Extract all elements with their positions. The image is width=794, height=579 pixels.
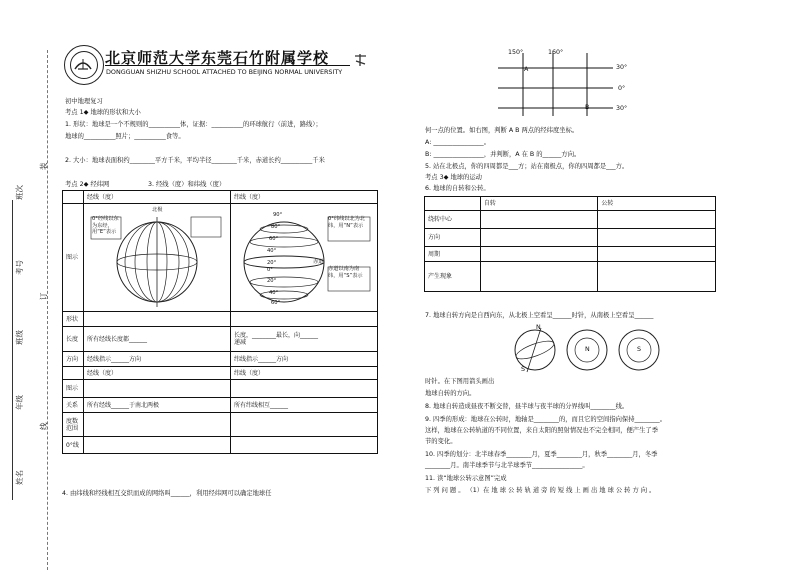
lat-label-80: 80°: [271, 224, 281, 230]
seal-char-2: 订: [39, 292, 48, 300]
q1-line-a: 1. 形状：地球是一个不规则的__________体，证据：__________的环球航行（前进，路线）；: [65, 121, 322, 128]
lat-length-a: 长度，________最长，向______: [234, 332, 319, 339]
lat-label-s40: 40°: [269, 290, 279, 296]
table-corner: [63, 191, 84, 204]
q6: 6. 地球的自转和公转。: [425, 185, 490, 192]
point2-heading: 考点 2◆ 经纬网: [65, 181, 110, 188]
row-label-shape: 形状: [63, 312, 84, 327]
lat-label-90: 90°: [273, 212, 283, 218]
table-corner-2: [63, 367, 84, 380]
row-label-range: 度数范围: [63, 413, 84, 437]
motion-corner: [425, 197, 481, 211]
point1-heading: 考点 1◆ 地球的形状和大小: [65, 109, 141, 116]
earth-rotation-diagrams: [505, 322, 675, 374]
lat-range-cell: [231, 413, 378, 437]
north-pole-label: 北极: [152, 207, 163, 213]
globe-n-label: N: [536, 324, 541, 331]
lat-label-s20: 20°: [267, 278, 277, 284]
header-lon: 经线（度）: [84, 191, 231, 204]
school-name-en: DONGGUAN SHIZHU SCHOOL ATTACHED TO BEIJING NORMAL UNIVERSITY: [106, 68, 343, 76]
header-lat: 纬线（度）: [231, 191, 378, 204]
lon-shape-cell: [84, 312, 231, 327]
q4-b: B: ________________，并判断，A 在 B 的______方向。: [425, 151, 581, 158]
doc-title: 初中地理复习: [65, 98, 103, 105]
lon-direction-cell: 经线指示______方向: [84, 352, 231, 367]
globe-s-label: S: [521, 366, 525, 373]
lon-zero-cell: [84, 437, 231, 454]
q8: 8. 地球自转造成昼夜不断交替，昼半球与夜半球的分界线叫________线。: [425, 403, 629, 410]
grade-label: 年级: [15, 395, 24, 410]
q9-a: 9. 四季的形成：地球在公转时，地轴是________的，而且它的空间指向保持________。: [425, 416, 666, 423]
point3-heading: 考点 3◆ 地球的运动: [425, 174, 482, 181]
q10-a: 10. 四季的划分：北半球春季________月，夏季________月，秋季________月，冬季: [425, 451, 658, 458]
motion-r-period: 周期: [425, 247, 481, 262]
grid-point-b: B: [585, 104, 590, 111]
q7-b: 时针。在下图用箭头画出: [425, 378, 495, 385]
lon-length-cell: 所有经线长度都______: [84, 327, 231, 352]
lon-relation-cell: 所有经线______于南北两极: [84, 398, 231, 413]
class-label: 班次: [15, 185, 24, 200]
lon-diagram-cell-2: [84, 380, 231, 398]
q11-b: 下 列 问 题 。 （1）在 地 球 公 转 轨 道 旁 的 短 线 上 画 出 地 球 公 转 方 向 。: [425, 487, 656, 494]
grid-lat-30s: 30°: [616, 105, 628, 112]
lat-label-20: 20°: [267, 260, 277, 266]
lat-relation-cell: 所有纬线相互______: [231, 398, 378, 413]
header-lat-2: 纬线（度）: [231, 367, 378, 380]
row-label-direction: 方向: [63, 352, 84, 367]
lat-note-south: 赤道以南为南纬，用“S”表示: [328, 266, 363, 279]
row-label-relation: 关系: [63, 398, 84, 413]
header-rule: [105, 65, 350, 66]
q4-line: 4. 由纬线和经线相互交织而成的网络叫______，利用经纬网可以确定地球任: [62, 490, 272, 497]
lat-direction-cell: 纬线指示______方向: [231, 352, 378, 367]
q9-c: 节的变化。: [425, 438, 457, 445]
q2-line-a: 2. 大小：地球表面积约________平方千米，平均半径________千米，赤道长约__________千米: [65, 157, 325, 164]
lat-label-40: 40°: [267, 248, 277, 254]
lat-label-60: 60°: [269, 236, 279, 242]
school-name-cn: 北京师范大学东莞石竹附属学校: [105, 49, 330, 67]
motion-r-phenomena: 产生现象: [425, 262, 481, 292]
q9-b: 这样，地球在公转轨道的不同位置，来自太阳的照射情况也不完全相同，便产生了季: [425, 427, 658, 434]
motion-h-rotation: 自转: [480, 197, 598, 211]
q7: 7. 地球自转方向是自西向东，从北极上空看呈______时针，从南极上空看呈______: [425, 312, 654, 319]
lat-zero-cell: [231, 437, 378, 454]
lat-length-cell: [231, 327, 378, 352]
grid-lon-160: 160°: [548, 49, 564, 56]
motion-r-direction: 方向: [425, 229, 481, 247]
class2-label: 班级: [15, 330, 24, 345]
q11-a: 11. 读“地球公转示意图”完成: [425, 475, 507, 482]
lat-globe-cell: [231, 204, 378, 312]
lat-label-s60: 60°: [271, 300, 281, 306]
header-lon-2: 经线（度）: [84, 367, 231, 380]
q5: 5. 站在北极点，你的四周都是___方；站在南极点，你的四周都是___方。: [425, 163, 629, 170]
q4-a: A: ________________。: [425, 139, 490, 146]
q1-line-b: 地球的__________照片；__________食等。: [65, 133, 185, 140]
equator-label: 赤道: [313, 259, 324, 265]
q7-c: 地球自转的方向。: [425, 390, 476, 397]
grid-lat-0: 0°: [618, 85, 626, 92]
lat-note-north: 0°纬线以北为北纬，用“N”表示: [328, 216, 366, 229]
motion-r-center: 绕转中心: [425, 211, 481, 229]
q10-b: ________月。南半球季节与北半球季节________________。: [425, 462, 589, 469]
latlon-table: [62, 190, 378, 454]
lon-note-east: 0°经线以东为东经，用“E”表示: [92, 216, 119, 235]
row-label-diagram-2: 图示: [63, 380, 84, 398]
grid-point-a: A: [524, 66, 529, 73]
lat-diagram-cell-2: [231, 380, 378, 398]
globe3-s-label: S: [637, 346, 641, 353]
q4-cont: 何一点的位置。如右图，判断 A B 两点的经纬度坐标。: [425, 127, 579, 134]
seal-char-1: 装: [39, 162, 48, 170]
point2-sub: 3. 经线（度）和纬线（度）: [148, 181, 226, 188]
grid-lon-150: 150°: [508, 49, 524, 56]
lat-length-b: 递减: [234, 339, 247, 346]
margin-fill-line: [12, 200, 13, 500]
lon-globe-cell: [84, 204, 231, 312]
motion-h-revolution: 公转: [598, 197, 716, 211]
grid-lat-30n: 30°: [616, 64, 628, 71]
earth-motion-table: [424, 196, 716, 292]
lon-range-cell: [84, 413, 231, 437]
calligraphy-seal-icon: [352, 52, 370, 70]
globe2-n-label: N: [585, 346, 590, 353]
name-label: 姓名: [15, 470, 24, 485]
row-label-zero: 0°线: [63, 437, 84, 454]
row-label-diagram: 图示: [63, 204, 84, 312]
lat-shape-cell: [231, 312, 378, 327]
row-label-length: 长度: [63, 327, 84, 352]
binding-dashed-line: [47, 50, 48, 570]
exam-no-label: 考号: [15, 260, 24, 275]
lat-label-0: 0°: [267, 267, 273, 273]
seal-char-3: 线: [39, 422, 48, 430]
